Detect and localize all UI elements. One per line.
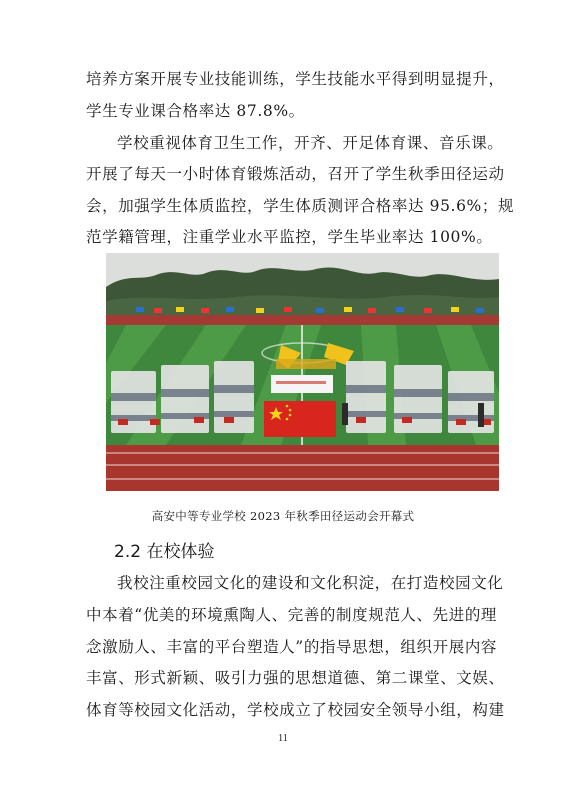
page-number: 11: [278, 733, 288, 744]
paragraph-3-line-4: 丰富、形式新颖、吸引力强的思想道德、第二课堂、文娱、: [86, 669, 505, 687]
paragraph-2-line-2: 开展了每天一小时体育锻炼活动，召开了学生秋季田径运动: [86, 165, 505, 183]
photo-caption: 高安中等专业学校 2023 年秋季田径运动会开幕式: [151, 509, 415, 523]
paragraph-2-line-4: 范学籍管理，注重学业水平监控，学生毕业率达 100%。: [86, 228, 493, 246]
paragraph-2-line-3: 会，加强学生体质监控，学生体质测评合格率达 95.6%；规: [86, 197, 515, 215]
paragraph-3-line-5: 体育等校园文化活动，学校成立了校园安全领导小组，构建: [86, 701, 505, 719]
paragraph-3-line-3: 念激励人、丰富的平台塑造人”的指导思想，组织开展内容: [86, 638, 498, 656]
paragraph-1-line-1: 培养方案开展专业技能训练，学生技能水平得到明显提升，: [86, 70, 505, 88]
paragraph-2-line-1: 学校重视体育卫生工作，开齐、开足体育课、音乐课。: [117, 134, 504, 152]
section-heading: 2.2 在校体验: [114, 542, 215, 562]
paragraph-1-line-2: 学生专业课合格率达 87.8%。: [86, 102, 305, 120]
paragraph-3-line-2: 中本着“优美的环境熏陶人、完善的制度规范人、先进的理: [86, 606, 498, 624]
sports-meeting-photo: [106, 253, 499, 491]
paragraph-3-line-1: 我校注重校园文化的建设和文化积淀，在打造校园文化: [117, 574, 504, 592]
